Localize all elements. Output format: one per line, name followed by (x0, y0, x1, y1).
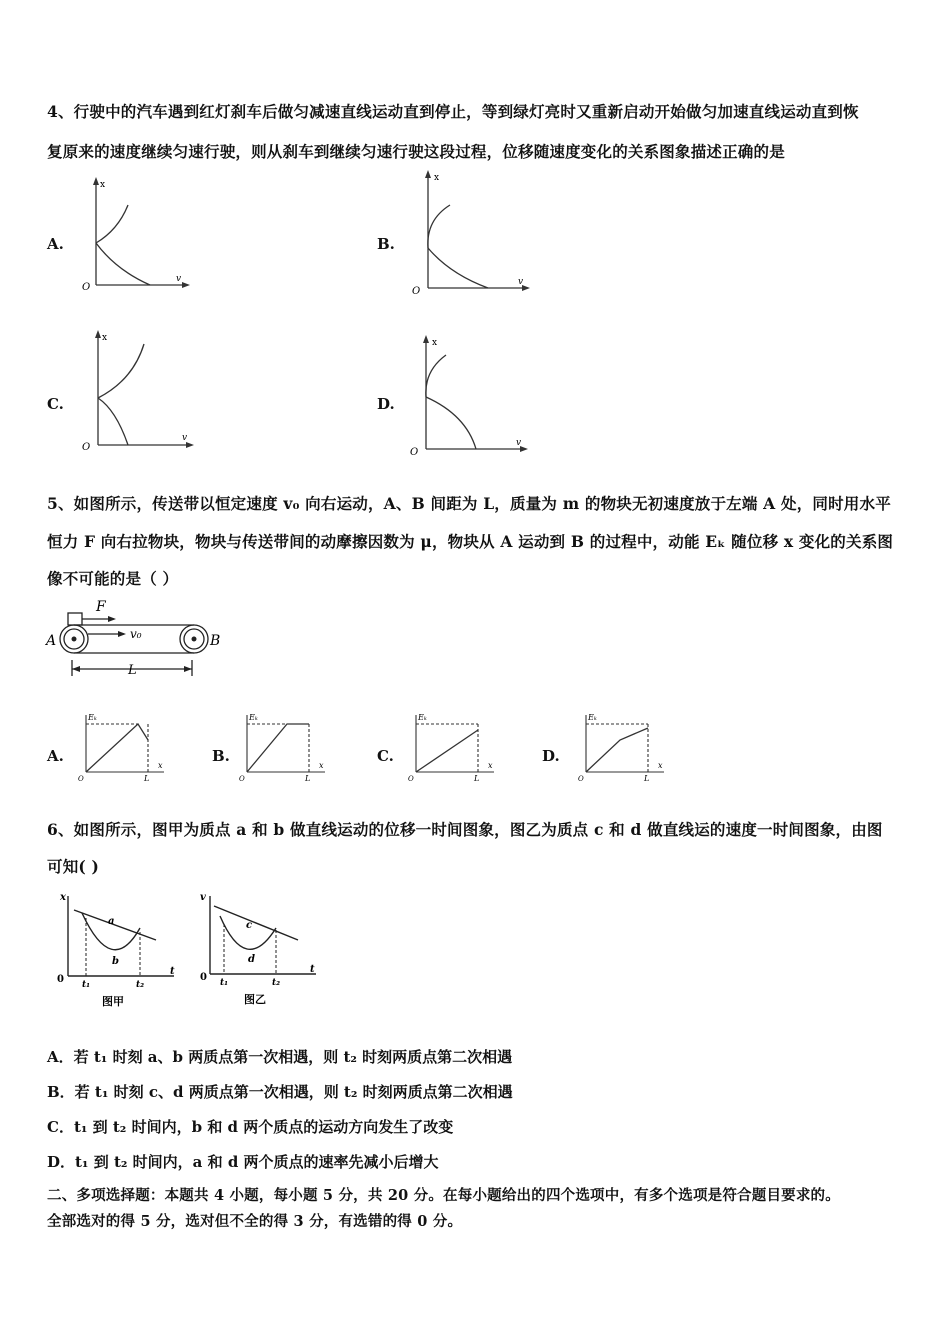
q4-option-b-label[interactable]: B. (377, 235, 395, 253)
svg-text:x: x (319, 761, 324, 770)
svg-text:O: O (239, 775, 245, 782)
svg-text:Eₖ: Eₖ (88, 713, 97, 722)
svg-text:v: v (182, 433, 188, 443)
q5-conveyor-figure (44, 598, 234, 686)
svg-text:0: 0 (57, 974, 64, 985)
q5-graph-a (76, 710, 168, 782)
x-label: v (176, 274, 182, 284)
accel-curve (96, 205, 128, 243)
origin-label: O (82, 282, 91, 293)
svg-text:t₂: t₂ (272, 978, 281, 988)
svg-text:O: O (78, 775, 84, 782)
q6-figure-yi (198, 888, 328, 1010)
svg-text:v: v (516, 438, 522, 448)
q6-answer-b[interactable]: B．若 t₁ 时刻 c、d 两质点第一次相遇，则 t₂ 时刻两质点第二次相遇 (47, 1083, 513, 1101)
caption-jia: 图甲 (102, 995, 124, 1008)
q5-graph-b (237, 710, 329, 782)
svg-text:d: d (248, 954, 255, 965)
svg-text:L: L (144, 774, 150, 782)
q4-graph-a (78, 175, 193, 295)
q6-answer-c[interactable]: C．t₁ 到 t₂ 时间内，b 和 d 两个质点的运动方向发生了改变 (47, 1118, 454, 1136)
svg-text:x: x (158, 761, 163, 770)
q5-option-a-label[interactable]: A. (47, 747, 64, 765)
q6-stem-line1: 6、如图所示，图甲为质点 a 和 b 做直线运动的位移一时间图象，图乙为质点 c 和 d 做直线运的速度一时间图象，由图 (47, 820, 883, 839)
q6-answer-d[interactable]: D．t₁ 到 t₂ 时间内，a 和 d 两个质点的速率先减小后增大 (47, 1153, 439, 1171)
svg-text:O: O (408, 775, 414, 782)
q6-stem-line2: 可知( ) (47, 857, 100, 876)
svg-text:t₁: t₁ (220, 978, 229, 988)
q5-stem-line3: 像不可能的是（ ） (47, 569, 179, 588)
speed-label: v₀ (130, 627, 142, 641)
svg-text:t: t (170, 966, 175, 977)
q5-option-d-label[interactable]: D. (542, 747, 560, 765)
q5-option-b-label[interactable]: B. (212, 747, 230, 765)
q4-graph-c (78, 330, 198, 455)
end-a-label: A (46, 633, 57, 649)
q4-option-a-label[interactable]: A. (47, 235, 64, 253)
svg-text:b: b (112, 956, 119, 967)
section2-header-line2: 全部选对的得 5 分，选对但不全的得 3 分，有选错的得 0 分。 (47, 1213, 463, 1230)
svg-text:O: O (82, 442, 91, 453)
end-b-label: B (210, 633, 221, 649)
svg-text:L: L (644, 774, 650, 782)
q4-graph-b (408, 170, 533, 298)
section2-header-line1: 二、多项选择题：本题共 4 小题，每小题 5 分，共 20 分。在每小题给出的四个选项中，有多个选项是符合题目要求的。 (47, 1187, 840, 1204)
force-label: F (96, 599, 106, 615)
q4-graph-d (406, 335, 531, 457)
svg-text:v: v (518, 277, 524, 287)
y-label: x (100, 180, 106, 190)
svg-text:t₁: t₁ (82, 980, 91, 990)
svg-text:O: O (410, 447, 419, 457)
svg-text:L: L (305, 774, 311, 782)
q5-option-c-label[interactable]: C. (377, 747, 394, 765)
q5-graph-d (576, 710, 668, 782)
brake-curve (96, 243, 150, 285)
q4-option-c-label[interactable]: C. (47, 395, 64, 413)
length-label: L (128, 663, 137, 678)
svg-text:Eₖ: Eₖ (249, 713, 258, 722)
line-c (214, 906, 298, 940)
svg-text:O: O (412, 286, 421, 297)
svg-text:x: x (434, 173, 440, 183)
svg-text:a: a (108, 916, 115, 927)
svg-text:L: L (474, 774, 480, 782)
q6-figure-jia (52, 888, 182, 1010)
svg-text:0: 0 (200, 972, 207, 983)
svg-text:x: x (60, 892, 66, 903)
svg-text:x: x (432, 338, 438, 348)
q4-option-d-label[interactable]: D. (377, 395, 395, 413)
svg-text:c: c (246, 920, 253, 931)
caption-yi: 图乙 (244, 993, 266, 1006)
svg-text:t: t (310, 964, 315, 975)
svg-text:x: x (102, 333, 108, 343)
svg-text:x: x (488, 761, 493, 770)
svg-text:t₂: t₂ (136, 980, 145, 990)
q4-stem-line1: 4、行驶中的汽车遇到红灯刹车后做匀减速直线运动直到停止，等到绿灯亮时又重新启动开始做匀加速直线运动直到恢 (47, 102, 859, 121)
q5-graph-c (406, 710, 498, 782)
q6-answer-a[interactable]: A．若 t₁ 时刻 a、b 两质点第一次相遇，则 t₂ 时刻两质点第二次相遇 (47, 1048, 513, 1066)
q5-stem-line1: 5、如图所示，传送带以恒定速度 v₀ 向右运动，A、B 间距为 L，质量为 m 的物块无初速度放于左端 A 处，同时用水平 (47, 494, 891, 513)
q5-stem-line2: 恒力 F 向右拉物块，物块与传送带间的动摩擦因数为 μ，物块从 A 运动到 B 的过程中，动能 Eₖ 随位移 x 变化的关系图 (47, 532, 894, 551)
svg-text:Eₖ: Eₖ (418, 713, 427, 722)
svg-text:Eₖ: Eₖ (588, 713, 597, 722)
svg-text:O: O (578, 775, 584, 782)
svg-text:x: x (658, 761, 663, 770)
q4-stem-line2: 复原来的速度继续匀速行驶，则从刹车到继续匀速行驶这段过程，位移随速度变化的关系图象描述正确的是 (47, 142, 785, 161)
svg-text:v: v (200, 892, 206, 903)
